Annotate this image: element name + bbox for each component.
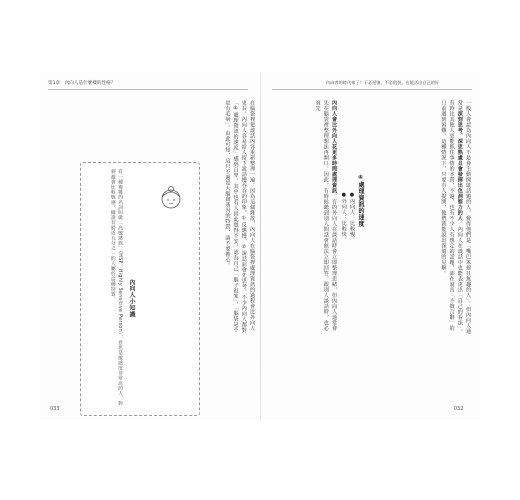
page-gutter	[260, 72, 261, 420]
bullet-item: ●內向人：比較慢。	[349, 192, 355, 243]
right-body-intro	[370, 100, 472, 336]
right-running-head: 內向者的時代來了！不必逞強，不必假裝，也能活出自己的好	[326, 80, 440, 85]
sidebar-title: 內向人小知識	[128, 279, 135, 318]
sidebar-text: 有一種複雜的名詞叫做「高敏感族」（HSP，Highly Sensitive Person），意思是敏感度非常高的人，對刺激會比較敏感。據說有將近五分之一的人屬於這種特質。	[109, 169, 122, 407]
end-text: 。有的外向人在談話時會立即整理思緒，但內向人通常會先在腦袋裡整理想法再開口。因此，有時候聽到別人問話會無法立即回答，跟別人談話時，也必須先	[314, 100, 337, 331]
sidebar-box	[80, 162, 200, 416]
right-header-rule	[272, 89, 472, 90]
left-running-head: 第1章 內向人是什麼樣的性格？	[48, 81, 116, 86]
girl-illustration-icon	[153, 185, 189, 265]
left-page-number: 033	[50, 406, 60, 412]
section-heading: ④處理資訊的速度	[357, 174, 364, 227]
intro-bold: 深刻思考、深思熟慮且會發揮出色洞察力的人	[456, 111, 463, 221]
left-header-rule	[48, 89, 248, 90]
book-spread	[40, 72, 480, 420]
left-body-text: 在腦袋裡把談話內容重新整理一遍。因為這個緣故，內向人在腦袋裡處理資訊的過程會比外向人更長。內向人容易給人留下說話慢吞吞的印象，①反應慢、②說話前會先思考。不少內向人都對「④處理資訊的速度」感到自卑，其中也有人因此覺得不安，認為自己「腦子很笨」，「腦袋是不是有毛病」。由此可知，這只不過是大腦與基因的特質，請不要擔心。	[224, 100, 255, 333]
end-bold: 內向人會比外向人花更多時間處理資訊	[331, 100, 337, 194]
intro-text: 一般人會認為內向人不是會主動開啟話題的人，覺得他們是「嘴巴笨拙且無趣的人」。但內向人通常是	[456, 100, 471, 334]
bullet-list	[340, 192, 356, 272]
right-body-end	[272, 100, 338, 336]
bullet-item: ●外向人：比較快。	[340, 192, 347, 243]
intro-cont: 。內向人在談話中也能表達出「自己的看法」，有時比其他人更能抓住事情的本質，不過，也有不少人有想定的話題，卻在說出「不擅言辭」的口前遇到困難。這種情況下，只要有人提問，他們就能說出深刻的見解。	[440, 100, 463, 334]
right-page-number: 032	[454, 406, 464, 412]
